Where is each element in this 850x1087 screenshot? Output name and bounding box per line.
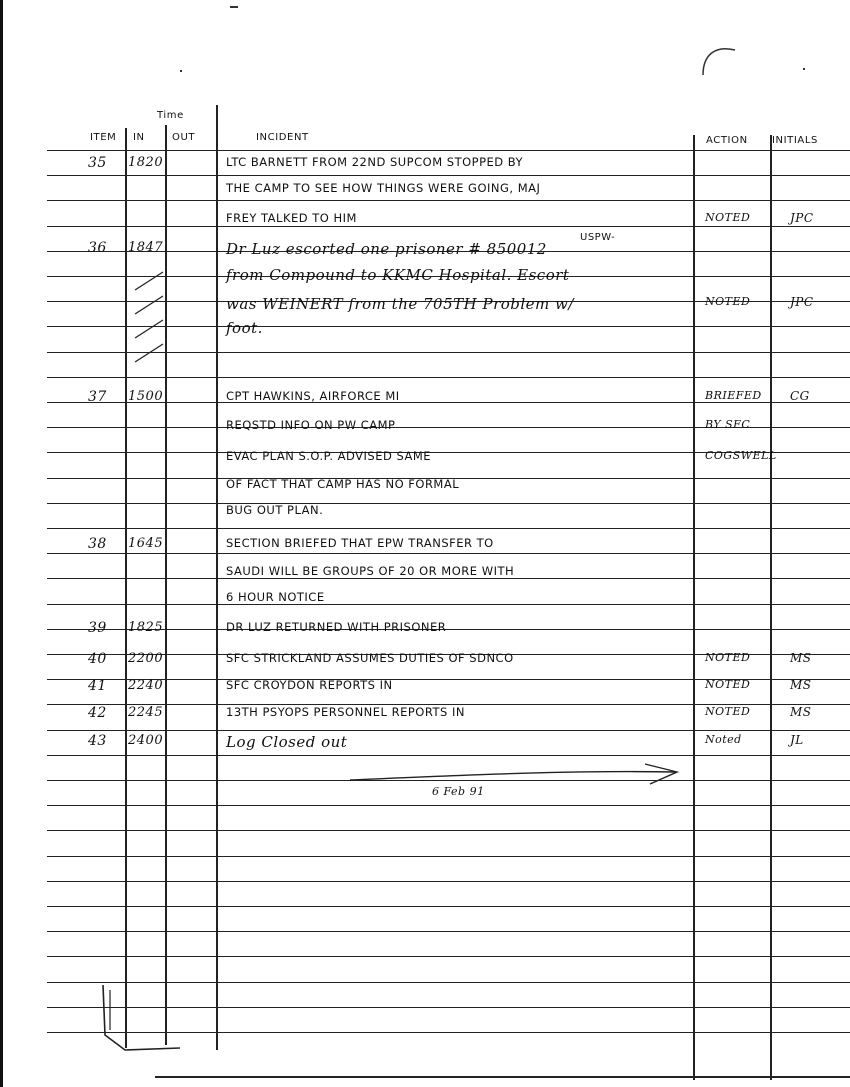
ruled-line [47, 805, 850, 806]
ruled-line [47, 830, 850, 831]
incident-text: CPT HAWKINS, AIRFORCE MI [226, 389, 400, 403]
page-edge [0, 0, 3, 1087]
initials-column-header: INITIALS [772, 135, 818, 146]
uspw-annotation: USPW- [580, 232, 616, 243]
time-in: 1847 [128, 240, 164, 255]
action-text: NOTED [705, 705, 751, 718]
ruled-line [47, 200, 850, 201]
incident-text: SECTION BRIEFED THAT EPW TRANSFER TO [226, 536, 494, 550]
item-number: 42 [88, 705, 107, 721]
page-mark [180, 70, 182, 72]
item-number: 35 [88, 155, 107, 171]
initials-text: MS [790, 705, 812, 719]
ruled-line [47, 755, 850, 756]
ruled-line [47, 906, 850, 907]
ruled-line [47, 175, 850, 176]
initials-text: JPC [790, 211, 814, 225]
item-number: 37 [88, 389, 107, 405]
incident-text: 6 HOUR NOTICE [226, 590, 325, 604]
initials-text: JPC [790, 295, 814, 309]
incident-text: REQSTD INFO ON PW CAMP [226, 418, 396, 432]
incident-text: SFC CROYDON REPORTS IN [226, 678, 393, 692]
incident-text: BUG OUT PLAN. [226, 503, 324, 517]
action-text: NOTED [705, 295, 751, 308]
page-bottom-edge [155, 1076, 850, 1078]
page-mark [230, 6, 238, 8]
incident-text: was WEINERT from the 705TH Problem w/ [226, 295, 574, 313]
column-divider-item [125, 128, 127, 1048]
time-in: 1820 [128, 155, 164, 170]
ruled-line [47, 402, 850, 403]
ruled-line [47, 553, 850, 554]
ruled-line [47, 956, 850, 957]
action-text: COGSWELL [705, 449, 777, 462]
item-number: 41 [88, 678, 107, 694]
out-column-slashes [125, 268, 170, 378]
time-in: 1645 [128, 536, 164, 551]
ruled-line [47, 881, 850, 882]
time-in: 1825 [128, 620, 164, 635]
page-mark [803, 68, 805, 70]
incident-text: FREY TALKED TO HIM [226, 211, 357, 225]
initials-text: MS [790, 678, 812, 692]
time-header: Time [157, 110, 184, 121]
initials-text: JL [790, 733, 804, 747]
time-in: 2245 [128, 705, 164, 720]
ruled-line [47, 578, 850, 579]
action-text: BY SFC [705, 418, 751, 431]
incident-text: EVAC PLAN S.O.P. ADVISED SAME [226, 449, 432, 463]
incident-text: from Compound to KKMC Hospital. Escort [226, 266, 570, 284]
initials-text: MS [790, 651, 812, 665]
item-column-header: ITEM [90, 132, 117, 143]
ruled-line [47, 226, 850, 227]
time-in: 2200 [128, 651, 164, 666]
time-in: 2400 [128, 733, 164, 748]
action-text: BRIEFED [705, 389, 762, 402]
incident-text: foot. [226, 319, 263, 337]
item-number: 36 [88, 240, 107, 256]
ruled-line [47, 856, 850, 857]
incident-text: Dr Luz escorted one prisoner # 850012 [226, 240, 547, 258]
incident-text: 13TH PSYOPS PERSONNEL REPORTS IN [226, 705, 465, 719]
action-text: NOTED [705, 211, 751, 224]
ruled-line [47, 629, 850, 630]
incident-column-header: INCIDENT [256, 132, 309, 143]
item-number: 43 [88, 733, 107, 749]
binding-scribble [95, 980, 205, 1060]
item-number: 40 [88, 651, 107, 667]
incident-text: THE CAMP TO SEE HOW THINGS WERE GOING, MAJ [226, 181, 541, 195]
in-column-header: IN [133, 132, 145, 143]
time-in: 1500 [128, 389, 164, 404]
ruled-line [47, 931, 850, 932]
action-text: NOTED [705, 678, 751, 691]
log-closed-date: 6 Feb 91 [432, 785, 485, 798]
time-in: 2240 [128, 678, 164, 693]
ruled-line [47, 503, 850, 504]
item-number: 39 [88, 620, 107, 636]
ruled-line [47, 528, 850, 529]
action-text: NOTED [705, 651, 751, 664]
incident-text: SFC STRICKLAND ASSUMES DUTIES OF SDNCO [226, 651, 514, 665]
ruled-line [47, 150, 850, 151]
incident-text: LTC BARNETT FROM 22ND SUPCOM STOPPED BY [226, 155, 524, 169]
incident-text: OF FACT THAT CAMP HAS NO FORMAL [226, 477, 460, 491]
incident-text: DR LUZ RETURNED WITH PRISONER [226, 620, 447, 634]
incident-text: Log Closed out [226, 733, 348, 751]
column-divider-in-out [165, 125, 167, 1045]
initials-text: CG [790, 389, 810, 403]
log-closed-arrow [345, 762, 685, 788]
incident-text: SAUDI WILL BE GROUPS OF 20 OR MORE WITH [226, 564, 515, 578]
ruled-line [47, 604, 850, 605]
action-column-header: ACTION [706, 135, 748, 146]
out-column-header: OUT [172, 132, 196, 143]
ruled-line [47, 730, 850, 731]
corner-scribble [695, 40, 740, 90]
action-text: Noted [705, 733, 742, 746]
item-number: 38 [88, 536, 107, 552]
